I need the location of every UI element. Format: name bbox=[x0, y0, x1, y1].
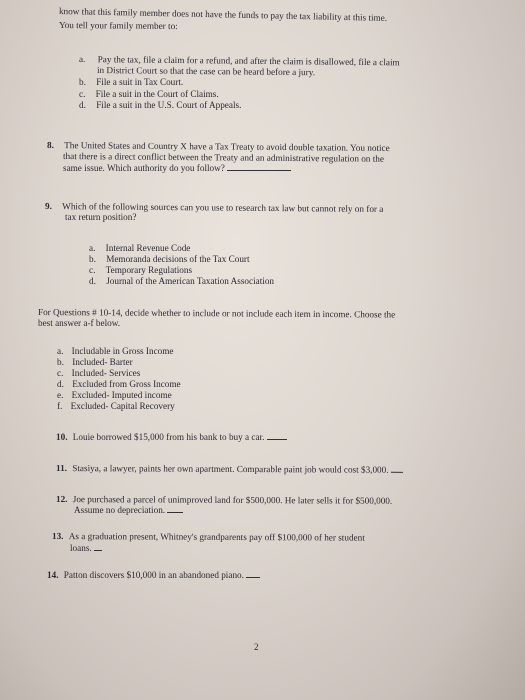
option-text: File a suit in the Court of Claims. bbox=[95, 89, 219, 99]
instructions-line-1: For Questions # 10-14, decide whether to include or not include each item in income. Choose the bbox=[37, 307, 396, 320]
answer-blank[interactable] bbox=[267, 439, 287, 440]
choice-text: Excluded- Capital Recovery bbox=[70, 401, 175, 411]
answer-blank[interactable] bbox=[391, 472, 403, 473]
option-letter: d. bbox=[79, 100, 86, 110]
answer-blank[interactable] bbox=[94, 550, 102, 551]
question-number: 10. bbox=[56, 432, 68, 442]
q14 bbox=[47, 570, 260, 581]
q9-line-2: tax return position? bbox=[65, 212, 137, 222]
choice-letter: d. bbox=[57, 379, 64, 389]
option-letter: b. bbox=[79, 77, 86, 87]
question-text: Stasiya, a lawyer, paints her own apartment. Comparable paint job would cost $3,000. bbox=[72, 463, 389, 475]
choice-text: Includable in Gross Income bbox=[71, 346, 174, 356]
option-text: Journal of the American Taxation Association bbox=[106, 276, 275, 286]
q7-option-d bbox=[79, 100, 241, 111]
choice-text: Included- Barter bbox=[72, 357, 133, 367]
question-text: Assume no depreciation. bbox=[74, 505, 166, 515]
option-letter: c. bbox=[79, 89, 86, 99]
option-text: Pay the tax, file a claim for a refund, and after the claim is disallowed, file a claim bbox=[97, 54, 400, 68]
choice-letter: b. bbox=[57, 357, 64, 367]
answer-blank[interactable] bbox=[167, 512, 183, 513]
answer-blank[interactable] bbox=[227, 170, 291, 171]
question-number: 11. bbox=[55, 463, 68, 474]
choice-text: Excluded from Gross Income bbox=[72, 379, 181, 389]
choice-e bbox=[57, 390, 172, 401]
choice-f bbox=[57, 401, 175, 412]
choice-text: Included- Services bbox=[71, 368, 141, 378]
choice-letter: c. bbox=[57, 368, 64, 378]
q13-line-2 bbox=[70, 543, 102, 554]
q8-line-3 bbox=[63, 163, 291, 174]
q11 bbox=[56, 463, 403, 476]
q7-option-b bbox=[79, 77, 183, 88]
question-text: Louie borrowed $15,000 from his bank to buy a car. bbox=[72, 432, 265, 442]
option-letter: d. bbox=[89, 276, 96, 286]
q13-line-1 bbox=[52, 531, 365, 544]
q9-option-b bbox=[89, 254, 250, 265]
q7-option-c bbox=[79, 89, 219, 100]
question-text: same issue. Which authority do you follow? bbox=[63, 163, 225, 173]
option-text: Memoranda decisions of the Tax Court bbox=[106, 254, 250, 264]
question-number: 14. bbox=[47, 570, 59, 580]
option-letter: a. bbox=[78, 54, 86, 65]
intro-line-2: You tell your family member to: bbox=[58, 20, 178, 32]
question-number: 8. bbox=[46, 140, 54, 151]
question-number: 13. bbox=[51, 531, 64, 542]
option-letter: b. bbox=[89, 254, 96, 264]
question-text: loans. bbox=[70, 543, 92, 553]
choice-c bbox=[57, 368, 140, 379]
question-text: Which of the following sources can you use to research tax law but cannot rely on for a bbox=[62, 201, 384, 214]
question-number: 12. bbox=[55, 494, 68, 505]
q9-option-d bbox=[89, 276, 274, 287]
option-letter: a. bbox=[89, 243, 96, 253]
intro-line-1: know that this family member does not have the funds to pay the tax liability at this time. bbox=[58, 6, 388, 23]
option-text: Temporary Regulations bbox=[105, 265, 193, 275]
choice-text: Excluded- Imputed income bbox=[71, 390, 172, 400]
choice-d bbox=[57, 379, 181, 390]
page-number: 2 bbox=[254, 642, 259, 652]
q9-option-a bbox=[89, 243, 190, 254]
choice-a bbox=[57, 346, 173, 357]
question-text: Joe purchased a parcel of unimproved land for $500,000. He later sells it for $500,000. bbox=[72, 494, 393, 506]
option-text: File a suit in the U.S. Court of Appeals. bbox=[96, 100, 242, 110]
choice-letter: f. bbox=[57, 401, 63, 411]
option-letter: c. bbox=[89, 265, 96, 275]
question-text: The United States and Country X have a Tax Treaty to avoid double taxation. You notice bbox=[64, 140, 390, 153]
instructions-line-2: best answer a-f below. bbox=[38, 318, 121, 328]
option-text: Internal Revenue Code bbox=[105, 243, 191, 253]
q10 bbox=[56, 432, 287, 443]
question-text: Patton discovers $10,000 in an abandoned piano. bbox=[63, 570, 244, 580]
choice-letter: e. bbox=[57, 390, 64, 400]
q7-option-a-cont: in District Court so that the case can be heard before a jury. bbox=[96, 65, 316, 78]
q9-option-c bbox=[89, 265, 192, 276]
answer-blank[interactable] bbox=[246, 577, 260, 578]
choice-b bbox=[57, 357, 133, 368]
choice-letter: a. bbox=[57, 346, 64, 356]
question-text: As a graduation present, Whitney's grandparents pay off $100,000 of her student bbox=[68, 531, 365, 543]
question-number: 9. bbox=[44, 201, 52, 212]
option-text: File a suit in Tax Court. bbox=[96, 77, 184, 87]
q8-line-2: that there is a direct conflict between the Treaty and an administrative regulation on the bbox=[62, 151, 384, 164]
q12-line-2 bbox=[74, 505, 183, 516]
